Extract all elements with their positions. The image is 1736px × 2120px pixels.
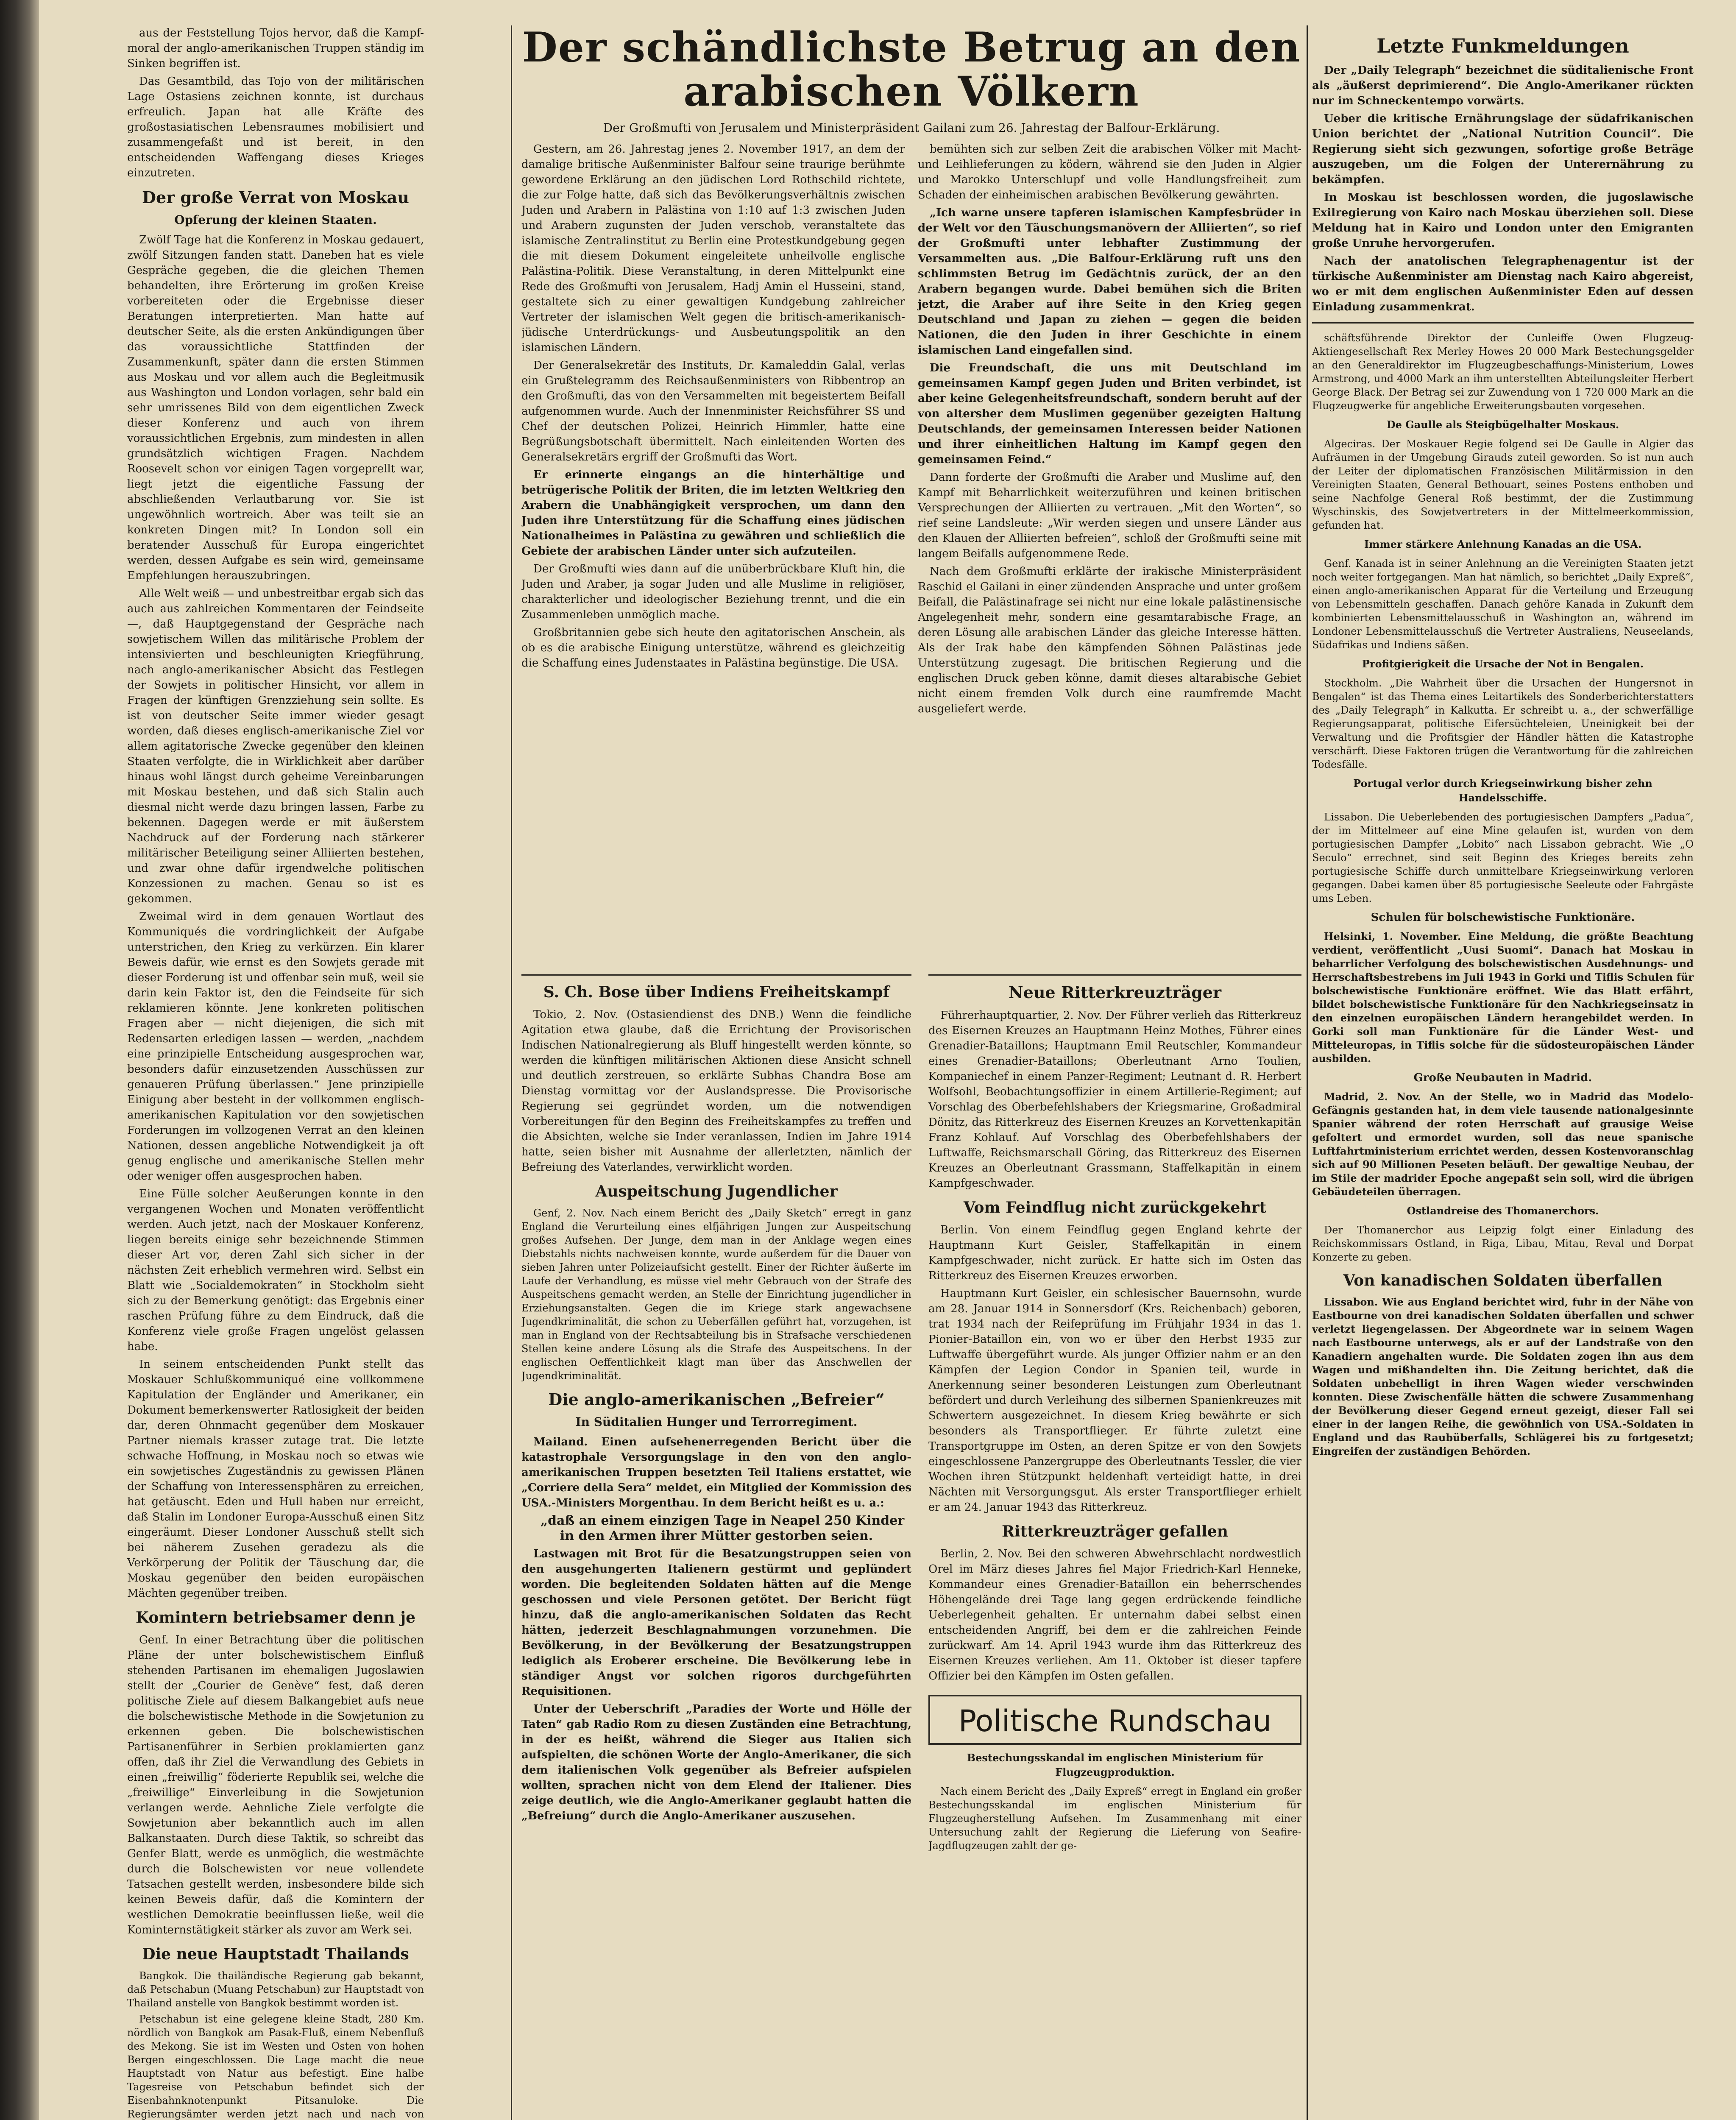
section-rule <box>521 974 911 976</box>
rundschau-title: Politische Rundschau <box>958 1704 1272 1738</box>
section-rule <box>1312 322 1694 324</box>
item-text: Genf. Kanada ist in seiner Anlehnung an die Vereinigten Staaten jetzt noch weiter fortgegangen. Man hat nämlich, so berichtet „Daily Expreß“, einen anglo-amerikanischen Apparat für die Verteilung und Erzeugung von Lebensmitteln geschaffen. Danach gehöre Kanada in Zukunft dem kombinierten Lebensmittelausschuß in Washington an, während im Londoner Lebensmittelausschuß die Vertreter Australiens, Neuseelands, Südafrikas und Indiens säßen. <box>1312 558 1694 651</box>
intro-paragraph: aus der Feststellung Tojos hervor, daß die Kampf-moral der anglo-amerikanischen Truppen ständig im Sinken begriffen ist. <box>127 27 424 70</box>
main-story <box>521 25 1301 958</box>
politische-rundschau-box <box>928 1695 1301 1745</box>
article-paragraph: Eine Fülle solcher Aeußerungen konnte in den vergangenen Wochen und Monaten veröffentlicht werden. Auch jetzt, nach der Moskauer Konferenz, liegen bereits einige sehr bezeichnende Stimmen dieser Art vor, deren Zahl sich sicher in der nächsten Zeit erheblich vermehren wird. Selbst ein Blatt wie „Socialdemokraten“ in Stockholm sieht sich zu der Bemerkung genötigt: das Ergebnis einer raschen Prüfung führe zu dem Eindruck, daß die Konferenz viele große Fragen ungelöst gelassen habe. <box>127 1188 424 1353</box>
item-text: Lissabon. Die Ueberlebenden des portugiesischen Dampfers „Padua“, der im Mittelmeer auf eine Mine gelaufen ist, wurden von dem portugiesischen Dampfer „Lobito“ nach Lissabon gebracht. Wie „O Seculo“ errechnet, sind seit Beginn des Krieges bereits zehn portugiesische Schiffe durch unmittelbare Kriegseinwirkung verloren gegangen. Dabei kamen über 85 portugiesische Seeleute oder Fahrgäste ums Leben. <box>1312 811 1694 904</box>
article-paragraph: bemühten sich zur selben Zeit die arabischen Völker mit Macht- und Leihlieferungen zu ködern, während sie den Juden in Algier und Marokko Unterschlupf und volle Handlungsfreiheit zum Schaden der einheimischen arabischen Bevölkerung gewährten. <box>918 143 1301 201</box>
article-headline: Komintern betriebsamer denn je <box>135 1609 416 1626</box>
article-headline: Neue Ritterkreuzträger <box>1009 983 1221 1002</box>
news-flash: Ueber die kritische Ernährungslage der südafrikanischen Union berichtet der „National Nutrition Council“. Die Regierung sieht sich gezwungen, sofortige große Beträge auszugeben, um die Folgen der Unterernährung zu bekämpfen. <box>1312 112 1694 186</box>
main-headline: Der schändlichste Betrug an den arabischen Völkern <box>522 25 1301 115</box>
article-paragraph: Dann forderte der Großmufti die Araber und Muslime auf, den Kampf mit Beharrlichkeit weiterzuführen und keinen britischen Versprechungen der Alliierten zu vertrauen. „Mit den Worten“, so rief seine Landsleute: „Wir werden siegen und unsere Länder aus den Klauen der Alliierten befreien“, schloß der Großmufti seine mit langem Beifalls aufgenommene Rede. <box>918 471 1301 560</box>
article-headline: S. Ch. Bose über Indiens Freiheitskampf <box>543 983 890 1001</box>
article-paragraph: Lastwagen mit Brot für die Besatzungstruppen seien von den ausgehungerten Italienern gestürmt und geplündert worden. Die begleitenden Soldaten hätten auf die Menge geschossen und viele Personen getötet. Der Bericht fügt hinzu, daß die anglo-amerikanischen Soldaten das Recht hätten, jederzeit Beschlagnahmungen vorzunehmen. Die Bevölkerung, in der Bevölkerung der Besatzungstruppen lediglich als Eroberer erscheine. Die Bevölkerung lebe in ständiger Angst vor solchen rigoros durchgeführten Requisitionen. <box>521 1548 911 1698</box>
article-paragraph: Zweimal wird in dem genauen Wortlaut des Kommuniqués die vordringlichkeit der Aufgabe unterstrichen, den Krieg zu verkürzen. Ein klarer Beweis dafür, wie ernst es den Sowjets gerade mit dieser Forderung ist und offenbar sein muß, weil sie darin kein Faktor ist, den die Feindseite für sich reklamieren könnte. Jene konkreten politischen Fragen aber — nicht diejenigen, die sich mit Redensarten erledigen lassen — werden, „nachdem eine prinzipielle Entscheidung ausgesprochen war, besonders dafür einzusetzenden Ausschüssen zur genaueren Prüfung überlassen.“ Jene prinzipielle Einigung aber besteht in der vollkommen englisch-amerikanischen Kapitulation vor den sowjetischen Forderungen im vollzogenen Verrat an den kleinen Nationen, dessen angebliche Notwendigkeit ja oft genug englische und amerikanische Stellen mehr oder weniger offen ausgesprochen haben. <box>127 910 424 1183</box>
item-title: Schulen für bolschewistische Funktionäre. <box>1371 911 1635 924</box>
section-rule <box>928 974 1301 976</box>
item-text: Madrid, 2. Nov. An der Stelle, wo in Madrid das Modelo-Gefängnis gestanden hat, in dem viele tausende nationalgesinnte Spanier während der roten Herrschaft auf grausige Weise gefoltert und ermordet wurden, soll das neue spanische Luftfahrtministerium errichtet werden, dessen Kostenvoranschlag sich auf 90 Millionen Peseten beläuft. Der gewaltige Neubau, der im Stile der madrider Epoche angepaßt sein soll, wird die übrigen Gebäudeteilen überragen. <box>1312 1091 1694 1198</box>
intro-paragraph: Das Gesamtbild, das Tojo von der militärischen Lage Ostasiens zeichnen konnte, ist durchaus erfreulich. Japan hat alle Kräfte des großostasiatischen Lebensraumes mobilisiert und zusammengefaßt und ist bereit, in den entscheidenden Waffengang dieses Krieges einzutreten. <box>127 75 424 179</box>
article-headline: Vom Feindflug nicht zurückgekehrt <box>963 1199 1267 1216</box>
article-subtitle: Opferung der kleinen Staaten. <box>174 213 377 227</box>
article-paragraph: Berlin, 2. Nov. Bei den schweren Abwehrschlacht nordwestlich Orel im März dieses Jahres fiel Major Friedrich-Karl Henneke, Kommandeur eines Grenadier-Bataillon ein beherrschendes Höhengelände drei Tage lang gegen erdrückende feindliche Ueberlegenheit gehalten. Er unternahm dabei selbst einen entscheidenden Angriff, bei dem er die zahlreichen Feinde zurückwarf. Am 14. April 1943 wurde ihm das Ritterkreuz des Eisernen Kreuzes verliehen. Am 11. Oktober ist dieser tapfere Offizier bei den Kämpfen im Osten gefallen. <box>928 1548 1301 1682</box>
article-paragraph: Lissabon. Wie aus England berichtet wird, fuhr in der Nähe von Eastbourne von drei kanadischen Soldaten überfallen und schwer verletzt liegengelassen. Der Abgeordnete war in seinem Wagen nach Eastbourne unterwegs, als er auf der Landstraße von den Kanadiern angehalten wurde. Die Soldaten zogen ihn aus dem Wagen und mißhandelten ihn. Die Zeitung berichtet, daß die Soldaten unbehelligt in ihren Wagen wieder verschwinden konnten. Diese Zwischenfälle hätten die schwere Zusammenhang der Bevölkerung dieser Gegend erneut gezeigt, dieser Fall sei einer in der langen Reihe, die gewöhnlich von USA.-Soldaten in England und das Raubüberfalls, Schlägerei bis zu fortgesetzt; Eingreifen der zuständigen Behörden. <box>1312 1296 1694 1457</box>
article-headline: Von kanadischen Soldaten überfallen <box>1343 1272 1663 1289</box>
item-text: Stockholm. „Die Wahrheit über die Ursachen der Hungersnot in Bengalen“ ist das Thema eines Leitartikels des Sonderberichterstatters des „Daily Telegraph“ in Kalkutta. Er schreibt u. a., der schwerfällige Regierungsapparat, politische Eifersüchteleien, Uneinigkeit bei der Verwaltung und die Profitsgier der Händler hätten die Katastrophe verschärft. Diese Faktoren trügen die Verantwortung für die zahlreichen Todesfälle. <box>1312 677 1694 770</box>
article-paragraph: Unter der Ueberschrift „Paradies der Worte und Hölle der Taten“ gab Radio Rom zu diesen Zuständen eine Betrachtung, in der es heißt, während die Sieger aus Italien sich aufspielten, die schönen Worte der Anglo-Amerikaner, die sich dem italienischen Volk gegenüber als Befreier aufspielen wollten, sprachen nicht von dem Elend der Italiener. Dies zeige deutlich, wie die Anglo-Amerikaner geglaubt hatten die „Befreiung“ durch die Anglo-Amerikaner auszusehen. <box>521 1703 911 1822</box>
article-paragraph: „daß an einem einzigen Tage in Neapel 250 Kinder in den Armen ihrer Mütter gestorben seien. <box>540 1513 905 1543</box>
item-title: Immer stärkere Anlehnung Kanadas an die USA. <box>1364 538 1642 550</box>
news-flash: In Moskau ist beschlossen worden, die jugoslawische Exilregierung von Kairo nach Moskau überziehen soll. Diese Meldung hat in Kairo und London unter den Emigranten große Unruhe hervorgerufen. <box>1312 191 1694 250</box>
article-paragraph: Gestern, am 26. Jahrestag jenes 2. November 1917, an dem der damalige britische Außenminister Balfour seine traurige berühmte gewordene Erklärung an den jüdischen Lord Rothschild richtete, die zur Folge hatte, daß sich das Bevölkerungsverhältnis zwischen Juden und Arabern in Palästina von 1:10 auf 1:3 zwischen Juden und Arabern zugunsten der Juden verschob, veranstaltete das islamische Zentralinstitut zu Berlin eine Protestkundgebung gegen die mit diesem Dokument eingeleitete unheilvolle englische Palästina-Politik. Diese Veranstaltung, in deren Mittelpunkt eine Rede des Großmufti von Jerusalem, Hadj Amin el Husseini, stand, gestaltete sich zu einer gewaltigen Kundgebung zahlreicher Vertreter der islamischen Welt gegen die britisch-amerikanisch-jüdische Unterdrückungs- und Ausbeutungspolitik an den islamischen Ländern. <box>521 143 905 354</box>
item-title: Ostlandreise des Thomanerchors. <box>1407 1205 1599 1217</box>
article-paragraph: Die Freundschaft, die uns mit Deutschland im gemeinsamen Kampf gegen Juden und Briten verbindet, ist aber keine Gelegenheitsfreundschaft, sondern beruht auf der von altersher dem Muslimen gegenüber gezeigten Haltung Deutschlands, der gemeinsamen Interessen beider Nationen und ihrer einheitlichen Haltung im Kampf gegen den gemeinsamen Feind.“ <box>918 362 1301 466</box>
news-flash: Der „Daily Telegraph“ bezeichnet die süditalienische Front als „äußerst deprimierend“. Die Anglo-Amerikaner rückten nur im Schneckentempo vorwärts. <box>1312 64 1694 107</box>
article-paragraph: Berlin. Von einem Feindflug gegen England kehrte der Hauptmann Kurt Geisler, Staffelkapitän in einem Kampfgeschwader, nicht zurück. Er hatte sich im Osten das Ritterkreuz des Eisernen Kreuzes erworben. <box>928 1224 1301 1282</box>
article-paragraph: Nach dem Großmufti erklärte der irakische Ministerpräsident Raschid el Gailani in einer zündenden Ansprache und unter großem Beifall, die Palästinafrage sei nicht nur eine lokale palästinensische Angelegenheit mehr, sondern eine gesamtarabische Frage, an deren Lösung alle arabischen Länder das gleiche Interesse hätten. Als der Irak habe den kämpfenden Söhnen Palästinas jede Unterstützung zugesagt. Die britischen Regierung und die englischen Druck geben könne, damit dieses altarabische Gebiet nicht einem fremden Volk durch eine raumfremde Macht ausgeliefert werde. <box>918 565 1301 715</box>
article-paragraph: Großbritannien gebe sich heute den agitatorischen Anschein, als ob es die arabische Einigung unterstütze, während es gleichzeitig die Schaffung eines Judenstaates in Palästina begünstige. Die USA. <box>521 626 905 669</box>
article-paragraph: Bangkok. Die thailändische Regierung gab bekannt, daß Petschabun (Muang Petschabun) zur Hauptstadt von Thailand anstelle von Bangkok bestimmt worden ist. <box>127 1970 424 2009</box>
article-paragraph: Hauptmann Kurt Geisler, ein schlesischer Bauernsohn, wurde am 28. Januar 1914 in Sonnersdorf (Krs. Reichenbach) geboren, trat 1934 nach der Reifeprüfung im Frühjahr 1934 in das 1. Pionier-Bataillon ein, von wo er über den Herbst 1935 zur Luftwaffe übergeführt wurde. Als junger Offizier nahm er an den Kämpfen der Legion Condor in Spanien teil, wurde in Anerkennung seiner besonderen Leistungen zum Oberleutnant befördert und durch Verleihung des silbernen Spanienkreuzes mit Schwertern ausgezeichnet. In diesem Krieg bewährte er sich besonders als Transportflieger. Er führte zuletzt eine Transportgruppe im Osten, an deren Spitze er von den Sowjets eingeschlossene Panzergruppe des Oberleutnants Tessler, die vier Wochen ihren Stützpunkt heldenhaft verteidigt hatte, in drei Nächten mit Versorgungsgut. Als erster Transportflieger erhielt er am 24. Januar 1943 das Ritterkreuz. <box>928 1287 1301 1514</box>
book-binding-shadow <box>0 0 39 2120</box>
article-paragraph: schäftsführende Direktor der Cunleiffe Owen Flugzeug-Aktiengesellschaft Rex Merley Howes 20 000 Mark Bestechungsgelder an den Generaldirektor im Flugzeugbeschaffungs-Ministerium, Lowes Armstrong, und 4000 Mark an ihm unterstellten Abteilungsleiter Herbert George Black. Der Betrag sei zur Zuwendung von 1 720 000 Mark an die Flugzeugwerke für angebliche Erweiterungsbauten vorgesehen. <box>1312 332 1694 412</box>
article-headline: Der große Verrat von Moskau <box>142 188 409 207</box>
article-headline: Auspeitschung Jugendlicher <box>595 1183 838 1200</box>
article-paragraph: Genf, 2. Nov. Nach einem Bericht des „Daily Sketch“ erregt in ganz England die Verurteilung eines elfjährigen Jungen zur Auspeitschung großes Aufsehen. Der Junge, dem man in der Anklage wegen eines Diebstahls nichts nachweisen konnte, wurde außerdem für die Dauer von sieben Jahren unter Polizeiaufsicht gestellt. Einer der Richter äußerte im Laufe der Verhandlung, es müsse viel mehr Gebrauch von der Strafe des Auspeitschens gemacht werden, an Stelle der Einrichtung jugendlicher in Erziehungsanstalten. Gegen die im Kriege stark angewachsene Jugendkriminalität, die schon zu Ueberfällen geführt hat, vorzugehen, ist man in England von der Rechtsabteilung bis in Strafsache verschiedenen Stellen keine andere Lösung als die Strafe des Auspeitschens. In der englischen Oeffentlichkeit klagt man über das Anschwellen der Jugendkriminalität. <box>521 1207 911 1382</box>
article-subtitle: In Süditalien Hunger und Terrorregiment. <box>575 1415 858 1429</box>
article-paragraph: Mailand. Einen aufsehenerregenden Bericht über die katastrophale Versorgungslage in den von den anglo-amerikanischen Truppen besetzten Teil Italiens erstattet, wie „Corriere della Sera“ meldet, ein Mitglied der Kommission des USA.-Ministers Morgenthau. In dem Bericht heißt es u. a.: <box>521 1436 911 1509</box>
article-headline: Die neue Hauptstadt Thailands <box>142 1945 409 1963</box>
article-paragraph: „Ich warne unsere tapferen islamischen Kampfesbrüder in der Welt vor den Täuschungsmanövern der Alliierten“, so rief der Großmufti unter lebhafter Zustimmung der Versammelten aus. „Die Balfour-Erklärung ruft uns den schlimmsten Betrug im Gedächtnis zurück, der an den Arabern begangen wurde. Dabei bemühen sich die Briten jetzt, die Araber auf ihre Seite in den Krieg gegen Deutschland und Japan zu ziehen — gegen die beiden Nationen, die den Juden in ihrer Geschichte in einem islamischen Land eingefallen sind. <box>918 206 1301 357</box>
article-paragraph: Der Großmufti wies dann auf die unüberbrückbare Kluft hin, die Juden und Araber, ja sogar Juden und alle Muslime in religiöser, charakterlicher und ideologischer Beziehung trennt, und die ein Zusammenleben unmöglich mache. <box>521 563 905 621</box>
article-paragraph: Zwölf Tage hat die Konferenz in Moskau gedauert, zwölf Sitzungen fanden statt. Daneben hat es viele Gespräche gegeben, die die gleichen Themen behandelten, ihre Erörterung im großen Kreise vorbereiteten oder die Ergebnisse dieser Beratungen interpretierten. Man hatte auf deutscher Seite, als die ersten Ankündigungen über das voraussichtliche Stattfinden der Zusammenkunft, später dann die ersten Stimmen aus Moskau und vor allem auch die Begleitmusik aus Washington und London vorlagen, sehr bald ein sehr umrissenes Bild von dem eigentlichen Zweck dieser Konferenz und auch von ihrem voraussichtlichen Ergebnis, zum mindesten in allen grundsätzlich wichtigen Fragen. Nachdem Roosevelt schon vor einigen Tagen vorgeprellt war, liegt jetzt die eigentliche Fassung der abschließenden Verlautbarung vor. Sie ist ungewöhnlich wortreich. Aber was teilt sie an konkreten Dingen mit? In London soll ein beratender Ausschuß für Europa eingerichtet werden, dessen Aufgabe es sein wird, gemeinsame Empfehlungen herauszubringen. <box>127 234 424 582</box>
article-headline: Die anglo-amerikanischen „Befreier“ <box>548 1390 885 1409</box>
column-left <box>127 25 424 2120</box>
column-center-right <box>928 967 1301 2120</box>
column-rule <box>511 25 512 2120</box>
item-text: Der Thomanerchor aus Leipzig folgt einer Einladung des Reichskommissars Ostland, in Riga, Libau, Mitau, Reval und Dorpat Konzerte zu geben. <box>1312 1224 1694 1263</box>
column-rule <box>1307 25 1308 2120</box>
column-right <box>1312 25 1694 2120</box>
article-paragraph: Tokio, 2. Nov. (Ostasiendienst des DNB.) Wenn die feindliche Agitation etwa glaube, daß die Errichtung der Provisorischen Indischen Nationalregierung als Bluff hingestellt werden könnte, so werden die künftigen militärischen Aktionen diese Ansicht schnell und deutlich zerstreuen, so erklärte Subhas Chandra Bose am Dienstag vormittag vor der Auslandspresse. Die Provisorische Regierung sei gegründet worden, um die notwendigen Vorbereitungen für den Beginn des Freiheitskampfes zu treffen und die Absichten, welche sie Inder veranlassen, Indien im Jahre 1914 hatte, seien bisher mit Ausnahme der allerletzten, nämlich der Befreiung des Vaterlandes, verwirklicht worden. <box>521 1008 911 1174</box>
article-paragraph: Er erinnerte eingangs an die hinterhältige und betrügerische Politik der Briten, die im letzten Weltkrieg den Arabern die Unabhängigkeit versprochen, um dann den Juden ihre Unterstützung für die Schaffung eines jüdischen Nationalheimes in Palästina zu gewähren und schließlich die Gebiete der arabischen Länder unter sich aufzuteilen. <box>521 469 905 558</box>
article-subtitle: Bestechungsskandal im englischen Ministerium für Flugzeugproduktion. <box>967 1752 1263 1778</box>
article-paragraph: Alle Welt weiß — und unbestreitbar ergab sich das auch aus zahlreichen Kommentaren der Feindseite —, daß Hauptgegenstand der Gespräche nach sowjetischem Willen das militärische Problem der intensivierten und beschleunigten Kriegführung, nach anglo-amerikanischer Absicht das Festlegen der Sowjets in politischer Hinsicht, vor allem in Fragen der künftigen Grenzziehung sein sollte. Es ist von deutscher Seite immer wieder gesagt worden, daß dieses englisch-amerikanische Ziel vor allem agitatorische Zwecke gegenüber den kleinen Staaten verfolgte, die in Wirklichkeit aber darüber hinaus wohl längst durch geheime Vereinbarungen mit Moskau bestehen, und daß sich Stalin auch diesmal nicht werde dazu bringen lassen, Farbe zu bekennen. Dagegen werde er mit äußerstem Nachdruck auf der Forderung nach stärkerer militärischer Beteiligung seiner Alliierten bestehen, und zwar ohne dafür irgendwelche politischen Konzessionen zu machen. Genau so ist es gekommen. <box>127 587 424 905</box>
column-center-left <box>521 967 911 2120</box>
news-flash: Nach der anatolischen Telegraphenagentur ist der türkische Außenminister am Dienstag nach Kairo abgereist, wo er mit dem englischen Außenminister Eden auf dessen Einladung zusammenkrat. <box>1312 255 1694 313</box>
article-headline: Ritterkreuzträger gefallen <box>1002 1523 1228 1540</box>
article-paragraph: Führerhauptquartier, 2. Nov. Der Führer verlieh das Ritterkreuz des Eisernen Kreuzes an Hauptmann Heinz Mothes, Führer eines Grenadier-Bataillons; Hauptmann Emil Reutschler, Kommandeur eines Grenadier-Bataillons; Oberleutnant Arno Toulien, Kompaniechef in einem Panzer-Regiment; Leutnant d. R. Herbert Wolfsohl, Beobachtungsoffizier in einem Artillerie-Regiment; auf Vorschlag des Oberbefehlshabers der Kriegsmarine, Großadmiral Dönitz, das Ritterkreuz des Eisernen Kreuzes an Korvettenkapitän Franz Kohlauf. Auf Vorschlag des Oberbefehlshabers der Luftwaffe, Reichsmarschall Göring, das Ritterkreuz des Eisernen Kreuzes an Oberleutnant Grassmann, Staffelkapitän in einem Kampfgeschwader. <box>928 1009 1301 1190</box>
section-headline: Letzte Funkmeldungen <box>1377 34 1629 57</box>
item-title: De Gaulle als Steigbügelhalter Moskaus. <box>1386 418 1619 431</box>
article-paragraph: Der Generalsekretär des Instituts, Dr. Kamaleddin Galal, verlas ein Grußtelegramm des Reichsaußenministers von Ribbentrop an den Großmufti, das von den Versammelten mit begeistertem Beifall aufgenommen wurde. Auch der Innenminister Reichsführer SS und Chef der deutschen Polizei, Heinrich Himmler, hatte eine Begrüßungsbotschaft übermittelt. Nach einleitenden Worten des Generalsekretärs ergriff der Großmufti das Wort. <box>521 359 905 463</box>
article-paragraph: In seinem entscheidenden Punkt stellt das Moskauer Schlußkommuniqué eine vollkommene Kapitulation der Engländer und Amerikaner, ein Dokument bemerkenswerter Ratlosigkeit der beiden dar, deren Ohnmacht gegenüber dem Moskauer Partner niemals krasser zutage trat. Die letzte schwache Hoffnung, in Moskau noch so etwas wie ein sowjetisches Zugeständnis zu gewissen Plänen der Schaffung von Interessensphären zu erreichen, hat getäuscht. Eden und Hull haben nur erreicht, daß Stalin im Londoner Europa-Ausschuß einen Sitz eingeräumt. Dieser Londoner Ausschuß stellt sich bei näherem Zusehen geradezu als die Verkörperung der Politik der Täuschung dar, die Moskau gegenüber den beiden europäischen Mächten gegenüber treiben. <box>127 1358 424 1600</box>
article-paragraph: Nach einem Bericht des „Daily Expreß“ erregt in England ein großer Bestechungsskandal im englischen Ministerium für Flugzeugherstellung Aufsehen. Im Zusammenhang mit einer Untersuchung zahlt der Regierung die Lieferung von Seafire-Jagdflugzeugen zahlt der ge- <box>928 1785 1301 1852</box>
main-lead: Der Großmufti von Jerusalem und Ministerpräsident Gailani zum 26. Jahrestag der Balfour-Erklärung. <box>603 121 1220 135</box>
item-title: Portugal verlor durch Kriegseinwirkung bisher zehn Handelsschiffe. <box>1353 777 1652 804</box>
article-paragraph: Genf. In einer Betrachtung über die politischen Pläne der unter bolschewistischem Einfluß stehenden Partisanen im ehemaligen Jugoslawien stellt der „Courier de Genève“ fest, daß deren politische Ziele auf diesem Balkangebiet aufs neue die bolschewistische Methode in die Sowjetunion zu erkennen geben. Die bolschewistischen Partisanenführer in Serbien proklamierten ganz offen, daß ihr Ziel die Verwandlung des Gebiets in einen „freiwillig“ föderierte Republik sei, welche die „freiwillige“ Einverleibung in die Sowjetunion verlangen werde. Aehnliche Ziele verfolgte die Sowjetunion aber bekanntlich auch im allen Balkanstaaten. Durch diese Taktik, so schreibt das Genfer Blatt, werde es unmöglich, die westmächte durch die Bolschewisten vor neue vollendete Tatsachen gestellt werden, insbesondere bilde sich keinen Beweis dafür, daß die Komintern der westlichen Demokratie beeinflussen ließe, weil die Kominternstätigkeit stärker als zuvor am Werk sei. <box>127 1634 424 1936</box>
item-title: Große Neubauten in Madrid. <box>1413 1071 1592 1084</box>
item-text: Helsinki, 1. November. Eine Meldung, die größte Beachtung verdient, veröffentlicht „Uusi Suomi“. Danach hat Moskau in beharrlicher Verfolgung des bolschewistischen Ausdehnungs- und Herrschaftsbestrebens im Juli 1943 in Gorki und Tiflis Schulen für bolschewistische Funktionäre eröffnet. Wie das Blatt erfährt, bildet bolschewistische Funktionäre für den Nachkriegseinsatz in den einzelnen europäischen Ländern herangebildet werden. In Gorki soll man Funktionäre für die Länder West- und Mitteleuropas, in Tiflis solche für die südosteuropäischen Länder ausbilden. <box>1312 930 1694 1065</box>
item-text: Algeciras. Der Moskauer Regie folgend sei De Gaulle in Algier das Aufräumen in der Umgebung Girauds zuteil geworden. So ist nun auch der Leiter der diplomatischen Französischen Militärmission in den Vereinigten Staaten, General Bethouart, seines Postens enthoben und seine Nachfolge General Roß bestimmt, der die Zustimmung Wyschinskis, des Sowjetvertreters in der Mittelmeerkommission, gefunden hat. <box>1312 438 1694 531</box>
article-paragraph: Petschabun ist eine gelegene kleine Stadt, 280 Km. nördlich von Bangkok am Pasak-Fluß, einem Nebenfluß des Mekong. Sie ist im Westen und Osten von hohen Bergen eingeschlossen. Die Lage macht die neue Hauptstadt von Natur aus befestigt. Eine halbe Tagesreise von Petschabun befindet sich der Eisenbahnknotenpunkt Pitsanuloke. Die Regierungsämter werden jetzt nach und nach von <box>127 2013 424 2120</box>
item-title: Profitgierigkeit die Ursache der Not in Bengalen. <box>1362 658 1644 670</box>
